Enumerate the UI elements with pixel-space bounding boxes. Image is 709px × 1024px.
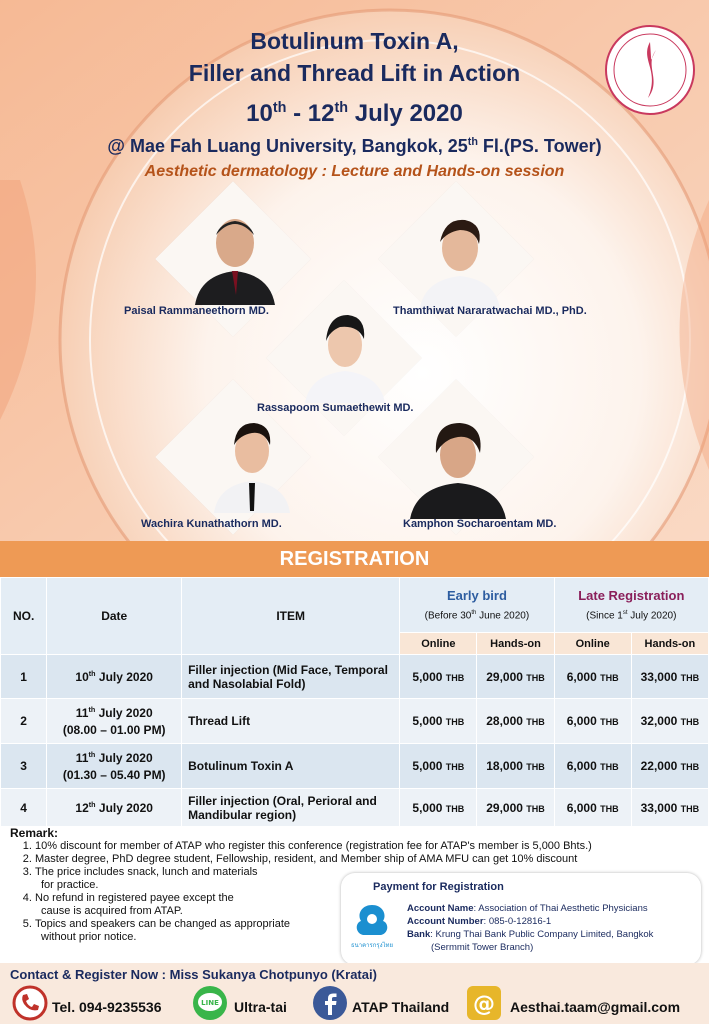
price-cell: 29,000 THB	[477, 789, 554, 827]
price-cell: 5,000 THB	[400, 655, 477, 699]
row-item: Thread Lift	[182, 699, 400, 744]
price-cell: 5,000 THB	[400, 699, 477, 744]
lr-handson-header: Hands-on	[631, 633, 708, 655]
price-cell: 32,000 THB	[631, 699, 708, 744]
speaker-photo-4	[212, 413, 292, 513]
email-icon	[466, 985, 502, 1021]
row-date: 10th July 2020	[47, 655, 182, 699]
contact-phone[interactable]: Tel. 094-9235536	[52, 999, 162, 1015]
price-cell: 6,000 THB	[554, 699, 631, 744]
price-cell: 5,000 THB	[400, 744, 477, 789]
price-cell: 28,000 THB	[477, 699, 554, 744]
row-no: 2	[1, 699, 47, 744]
bank-name: Bank: Krung Thai Bank Public Company Limited, Bangkok	[407, 929, 654, 940]
early-bird-header: Early bird (Before 30th June 2020)	[400, 578, 554, 633]
price-cell: 22,000 THB	[631, 744, 708, 789]
row-no: 1	[1, 655, 47, 699]
svg-text:ธนาคารกรุงไทย: ธนาคารกรุงไทย	[351, 942, 393, 949]
svg-text:LINE: LINE	[201, 999, 219, 1007]
table-row	[1, 789, 709, 827]
phone-icon	[12, 985, 48, 1021]
row-date: 11th July 2020 (08.00 – 01.00 PM)	[47, 699, 182, 744]
speaker-name: Paisal Rammaneethorn MD.	[124, 305, 269, 317]
speaker-photo-3	[300, 305, 390, 403]
speaker-photo-5	[408, 413, 508, 519]
eb-handson-header: Hands-on	[477, 633, 554, 655]
eb-online-header: Online	[400, 633, 477, 655]
remark-item: 5. Topics and speakers can be changed as appropriate without prior notice.	[35, 918, 592, 944]
payment-box	[341, 873, 701, 965]
col-item-header: ITEM	[182, 578, 400, 655]
price-cell: 6,000 THB	[554, 655, 631, 699]
row-date: 12th July 2020	[47, 789, 182, 827]
speaker-name: Kamphon Socharoentam MD.	[403, 518, 557, 530]
table-row	[1, 699, 709, 744]
remarks-title: Remark:	[10, 826, 59, 840]
col-no-header: NO.	[1, 578, 47, 655]
contact-bar	[0, 963, 709, 1024]
line-icon	[192, 985, 228, 1021]
row-item: Botulinum Toxin A	[182, 744, 400, 789]
price-cell: 18,000 THB	[477, 744, 554, 789]
bank-branch: (Sermmit Tower Branch)	[431, 942, 534, 953]
speaker-name: Rassapoom Sumaethewit MD.	[257, 402, 414, 414]
facebook-icon	[312, 985, 348, 1021]
registration-table	[0, 577, 709, 827]
row-item: Filler injection (Mid Face, Temporal and Nasolabial Fold)	[182, 655, 400, 699]
row-no: 4	[1, 789, 47, 827]
row-date: 11th July 2020 (01.30 – 05.40 PM)	[47, 744, 182, 789]
table-row	[1, 655, 709, 699]
svg-text:@: @	[473, 992, 495, 1017]
contact-title: Contact & Register Now : Miss Sukanya Chotpunyo (Kratai)	[10, 967, 377, 982]
speaker-name: Wachira Kunathathorn MD.	[141, 518, 282, 530]
lr-online-header: Online	[554, 633, 631, 655]
price-cell: 33,000 THB	[631, 789, 708, 827]
payment-title: Payment for Registration	[373, 881, 504, 893]
account-name: Account Name: Association of Thai Aesthetic Physicians	[407, 903, 648, 914]
row-no: 3	[1, 744, 47, 789]
contact-email[interactable]: Aesthai.taam@gmail.com	[510, 999, 681, 1015]
title-line-2: Filler and Thread Lift in Action	[188, 60, 521, 86]
remark-item: 2. Master degree, PhD degree student, Fellowship, resident, and Member ship of AMA MFU can get 10% discount	[35, 853, 592, 866]
speaker-name: Thamthiwat Nararatwachai MD., PhD.	[393, 305, 587, 317]
price-cell: 29,000 THB	[477, 655, 554, 699]
remark-item: 1. 10% discount for member of ATAP who register this conference (registration fee for ATAP's member is 5,000 Bhts.)	[35, 840, 592, 853]
price-cell: 6,000 THB	[554, 789, 631, 827]
event-subtitle: Aesthetic dermatology : Lecture and Hands-on session	[144, 163, 565, 180]
speaker-photo-1	[190, 205, 280, 305]
price-cell: 6,000 THB	[554, 744, 631, 789]
contact-facebook[interactable]: ATAP Thailand	[352, 999, 450, 1015]
title-line-1: Botulinum Toxin A,	[250, 28, 459, 54]
account-number: Account Number: 085-0-12816-1	[407, 916, 552, 927]
contact-line[interactable]: Ultra-tai	[234, 999, 287, 1015]
event-venue: @ Mae Fah Luang University, Bangkok, 25th Fl.(PS. Tower)	[107, 136, 602, 156]
registration-heading: REGISTRATION	[0, 541, 709, 577]
remark-item: 3. The price includes snack, lunch and materials for practice.	[35, 866, 592, 892]
remark-item: 4. No refund in registered payee except the cause is acquired from ATAP.	[35, 892, 592, 918]
event-date: 10th - 12th July 2020	[246, 100, 463, 127]
price-cell: 33,000 THB	[631, 655, 708, 699]
late-registration-header: Late Registration (Since 1st July 2020)	[554, 578, 708, 633]
col-date-header: Date	[47, 578, 182, 655]
speaker-photo-2	[415, 208, 505, 308]
row-item: Filler injection (Oral, Perioral and Mandibular region)	[182, 789, 400, 827]
bank-logo-icon	[351, 901, 393, 951]
table-row	[1, 744, 709, 789]
price-cell: 5,000 THB	[400, 789, 477, 827]
